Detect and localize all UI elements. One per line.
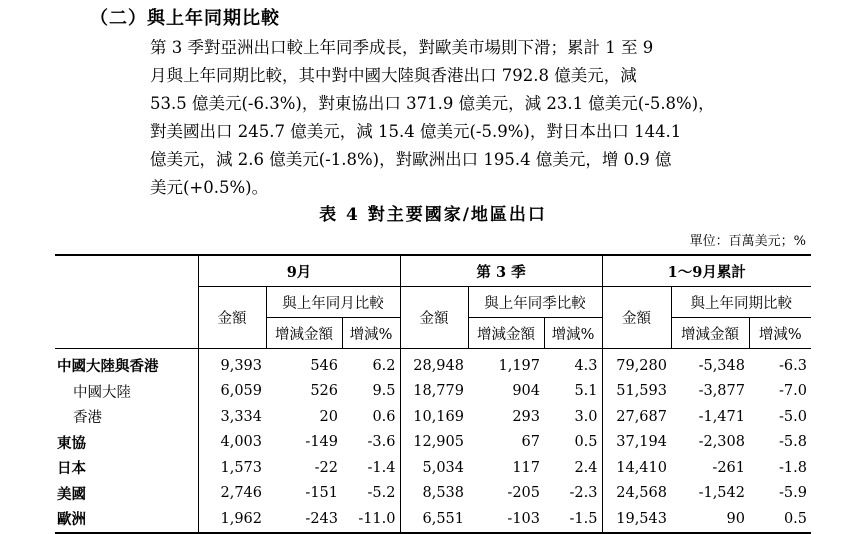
compare-header: 與上年同期比較 — [671, 287, 811, 318]
table-cell: 67 — [521, 434, 540, 451]
table-cell: -2.3 — [569, 485, 598, 502]
table-row — [55, 379, 811, 405]
table-cell: 28,948 — [400, 349, 468, 379]
change-amount-header: 增減金額 — [266, 318, 342, 349]
table-cell: -261 — [712, 459, 745, 476]
table-cell: 1,962 — [198, 506, 266, 533]
table-cell: -243 — [305, 510, 338, 527]
table-unit-note: 單位：百萬美元；% — [689, 234, 806, 249]
change-amount-header: 增減金額 — [468, 318, 544, 349]
region-name: 中國大陸與香港 — [57, 358, 159, 376]
table-cell: -1,471 — [698, 408, 745, 425]
stub-header — [55, 255, 198, 349]
paragraph-line: 第 3 季對亞洲出口較上年同季成長，對歐美市場則下滑；累計 1 至 9 — [150, 38, 654, 57]
table-row — [55, 506, 811, 533]
table-row — [55, 404, 811, 430]
region-name: 香港 — [73, 410, 102, 427]
amount-header: 金額 — [198, 287, 266, 349]
table-cell: 1,197 — [498, 357, 540, 374]
table-cell: 14,410 — [602, 455, 671, 481]
table-cell: 12,905 — [400, 430, 468, 456]
table-cell: -7.0 — [779, 383, 807, 400]
table-cell: -149 — [305, 434, 338, 451]
table-title: 表 4 對主要國家/地區出口 — [319, 205, 547, 225]
table-cell: 0.5 — [783, 510, 807, 527]
table-cell: 9.5 — [372, 383, 396, 400]
table-cell: -11.0 — [358, 510, 396, 527]
table-cell: -5,348 — [698, 357, 745, 374]
table-cell: -5.9 — [779, 485, 807, 502]
table-cell: -22 — [314, 459, 338, 476]
table-cell: -3,877 — [698, 383, 745, 400]
table-cell: 19,543 — [602, 506, 671, 533]
table-cell: -1.5 — [569, 510, 598, 527]
table-cell: 37,194 — [602, 430, 671, 456]
table-row — [55, 349, 811, 379]
table-cell: 6,551 — [400, 506, 468, 533]
table-cell: 90 — [726, 510, 745, 527]
table-cell: -2,308 — [698, 434, 745, 451]
region-name: 日本 — [57, 460, 86, 478]
table-cell: -1.4 — [367, 459, 396, 476]
summary-paragraph — [150, 34, 790, 202]
table-cell: -5.2 — [367, 485, 396, 502]
table-cell: 79,280 — [602, 349, 671, 379]
table-cell: -6.3 — [779, 357, 807, 374]
table-cell: 18,779 — [400, 379, 468, 405]
table-cell: 0.6 — [372, 408, 396, 425]
paragraph-line: 億美元，減 2.6 億美元(-1.8%)，對歐洲出口 195.4 億美元，增 0.9 億 — [150, 150, 672, 169]
table-cell: -3.6 — [367, 434, 396, 451]
table-cell: 0.5 — [574, 434, 598, 451]
table-cell: -5.0 — [779, 408, 807, 425]
paragraph-line: 對美國出口 245.7 億美元，減 15.4 億美元(-5.9%)，對日本出口 144.1 — [150, 122, 682, 141]
section-heading: （二）與上年同期比較 — [90, 8, 280, 29]
table-cell: 4.3 — [574, 357, 598, 374]
group-header-month: 9月 — [198, 255, 400, 287]
paragraph-line: 美元(+0.5%)。 — [150, 178, 269, 197]
amount-header: 金額 — [400, 287, 468, 349]
table-cell: 3.0 — [574, 408, 598, 425]
table-cell: 6.2 — [372, 357, 396, 374]
table-cell: -1.8 — [779, 459, 807, 476]
table-cell: 24,568 — [602, 481, 671, 507]
table-cell: -103 — [507, 510, 540, 527]
table-cell: -151 — [305, 485, 338, 502]
group-header-quarter: 第 3 季 — [400, 255, 602, 287]
change-pct-header: 增減% — [342, 318, 400, 349]
export-table — [55, 254, 811, 534]
table-row — [55, 430, 811, 456]
table-cell: 5.1 — [574, 383, 598, 400]
table-cell: -1,542 — [698, 485, 745, 502]
region-name: 美國 — [57, 485, 86, 503]
table-cell: -5.8 — [779, 434, 807, 451]
region-name: 東協 — [57, 434, 86, 452]
table-cell: 9,393 — [198, 349, 266, 379]
table-cell: 51,593 — [602, 379, 671, 405]
table-cell: 117 — [512, 459, 540, 476]
region-name: 中國大陸 — [73, 384, 131, 401]
change-amount-header: 增減金額 — [671, 318, 749, 349]
table-cell: 8,538 — [400, 481, 468, 507]
change-pct-header: 增減% — [544, 318, 602, 349]
group-header-cumulative: 1～9月累計 — [602, 255, 811, 287]
amount-header: 金額 — [602, 287, 671, 349]
paragraph-line: 月與上年同期比較，其中對中國大陸與香港出口 792.8 億美元，減 — [150, 66, 637, 85]
table-cell: 2.4 — [574, 459, 598, 476]
compare-header: 與上年同季比較 — [468, 287, 602, 318]
compare-header: 與上年同月比較 — [266, 287, 400, 318]
table-cell: 10,169 — [400, 404, 468, 430]
table-cell: 546 — [310, 357, 338, 374]
table-cell: 904 — [512, 383, 540, 400]
table-cell: -205 — [507, 485, 540, 502]
paragraph-line: 53.5 億美元(-6.3%)，對東協出口 371.9 億美元，減 23.1 億美元(-5.8%)， — [150, 94, 715, 113]
table-row — [55, 455, 811, 481]
table-cell: 5,034 — [400, 455, 468, 481]
region-name: 歐洲 — [57, 511, 86, 529]
table-row — [55, 481, 811, 507]
change-pct-header: 增減% — [749, 318, 811, 349]
table-body — [55, 349, 811, 533]
table-cell: 27,687 — [602, 404, 671, 430]
table-cell: 293 — [512, 408, 540, 425]
table-cell: 2,746 — [198, 481, 266, 507]
table-cell: 4,003 — [198, 430, 266, 456]
table-cell: 526 — [310, 383, 338, 400]
table-cell: 3,334 — [198, 404, 266, 430]
table-cell: 1,573 — [198, 455, 266, 481]
table-cell: 6,059 — [198, 379, 266, 405]
table-cell: 20 — [319, 408, 338, 425]
